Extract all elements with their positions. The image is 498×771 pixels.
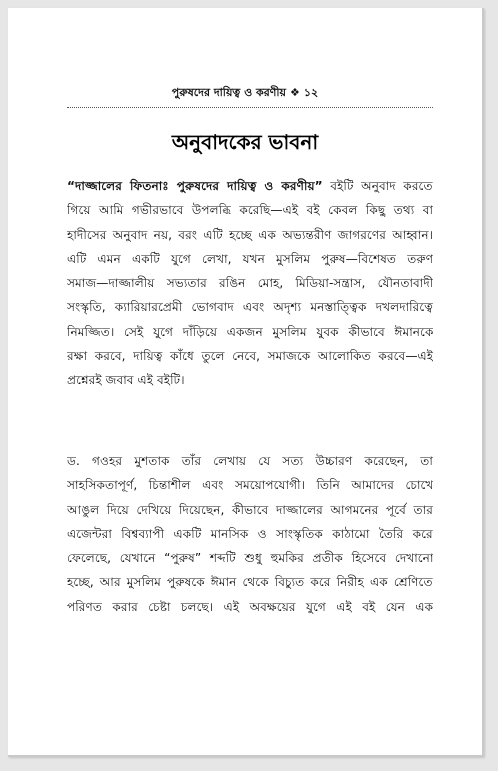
text-line: পরিণত করার চেষ্টা চলছে। এই অবক্ষয়ের যুগে এই বই যেন এক	[67, 599, 433, 614]
text-line: ড. গওহর মুশতাক তাঁর লেখায় যে সত্য উচ্চারণ করেছেন, তা	[67, 454, 433, 468]
text-line: নিমজ্জিত। সেই যুগে দাঁড়িয়ে একজন মুসলিম যুবক কীভাবে ঈমানকে	[67, 324, 433, 339]
text-line: গিয়ে আমি গভীরভাবে উপলব্ধি করেছি—এই বই কেবল কিছু তথ্য বা	[67, 203, 433, 218]
text-line: সাহসিকতাপূর্ণ, চিন্তাশীল এবং সময়োপযোগী। তিনি আমাদের চোখে	[67, 478, 433, 493]
running-header	[8, 84, 482, 103]
book-page	[8, 8, 484, 757]
text-line: সংস্কৃতি, ক্যারিয়ারপ্রেমী ভোগবাদ এবং অদৃশ্য মনস্তাত্ত্বিক দখলদারিত্বে	[67, 300, 433, 315]
header-separator-icon: ❖	[290, 86, 300, 99]
book-title-quote: “দাজ্জালের ফিতনাঃ পুরুষদের দায়িত্ব ও করণীয়”	[67, 179, 323, 193]
paragraph-2	[67, 449, 433, 619]
page-number: ১২	[303, 86, 319, 99]
text-line: এজেন্টরা বিশ্বব্যাপী একটি মানসিক ও সাংস্কৃতিক কাঠামো তৈরি করে	[67, 526, 433, 541]
text-line: এটি এমন একটি যুগে লেখা, যখন মুসলিম পুরুষ—বিশেষত তরুণ	[67, 251, 433, 266]
text-line: আঙুল দিয়ে দেখিয়ে দিয়েছেন, কীভাবে দাজ্জালের আগমনের পূর্বে তার	[67, 502, 433, 517]
text-line: সমাজ—দাজ্জালীয় সভ্যতার রঙিন মোহ, মিডিয়া-সন্ত্রাস, যৌনতাবাদী	[67, 276, 433, 291]
header-title: পুরুষদের দায়িত্ব ও করণীয়	[171, 86, 287, 99]
text-line: হাদীসের অনুবাদ নয়, বরং এটি হচ্ছে এক অভ্যন্তরীণ জাগরণের আহ্বান।	[67, 227, 433, 242]
text-line	[67, 174, 433, 198]
text-line: প্রশ্নেরই জবাব এই বইটি।	[67, 373, 185, 388]
section-title: অনুবাদকের ভাবনা	[171, 130, 319, 154]
text-line: ফেলেছে, যেখানে “পুরুষ” শব্দটি শুধু হুমকির প্রতীক হিসেবে দেখানো	[67, 551, 433, 566]
text-line: হচ্ছে, আর মুসলিম পুরুষকে ঈমান থেকে বিচ্যুত করে নিরীহ এক শ্রেণিতে	[67, 575, 433, 590]
text-span: বইটি অনুবাদ করতে	[322, 179, 433, 193]
paragraph-1	[67, 174, 433, 393]
text-line: রক্ষা করবে, দায়িত্ব কাঁধে তুলে নেবে, সমাজকে আলোকিত করবে—এই	[67, 349, 433, 364]
header-divider	[67, 107, 433, 108]
